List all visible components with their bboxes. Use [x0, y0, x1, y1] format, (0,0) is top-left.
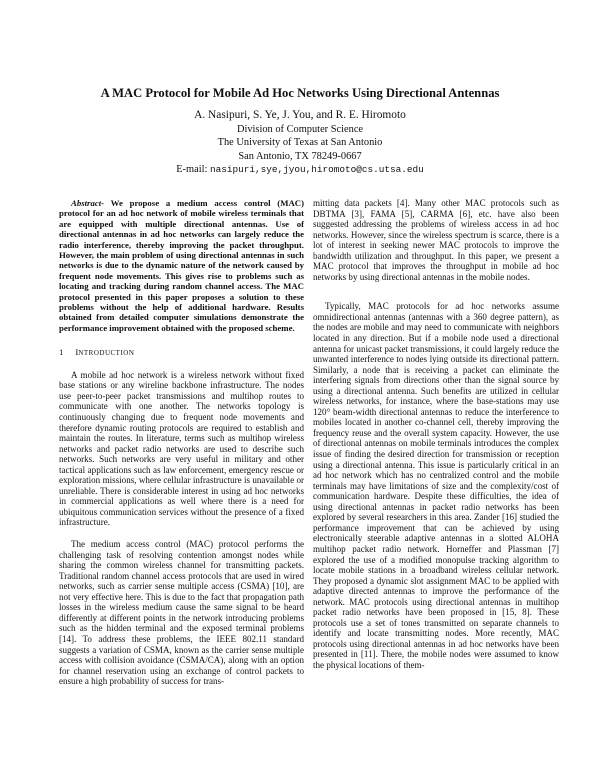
- author-city: San Antonio, TX 78249-0667: [238, 150, 362, 162]
- intro-paragraph-2-continued: mitting data packets [4]. Many other MAC protocols such as DBTMA [3], FAMA [5], CARMA [6], etc. have also been suggested addressing the problems of wireless access in ad hoc networks. However, since the wireless spectrum is scarce, there is a lot of interest in seeking newer MAC protocols to improve the bandwidth utilization and throughput. In this paper, we present a MAC protocol that improves the throughput in mobile ad hoc networks by using directional antennas in the mobile nodes.: [313, 198, 559, 282]
- author-university: The University of Texas at San Antonio: [217, 137, 383, 149]
- abstract-text: We propose a medium access control (MAC) protocol for an ad hoc network of mobile wireless terminals that are equipped with multiple directional antennas. Use of directional antennas in ad hoc networks can largely reduce the radio interference, thereby improving the packet throughput. However, the main problem of using directional antennas in such networks is due to the dynamic nature of the network caused by frequent node movements. This gives rise to problems such as locating and tracking during random channel access. The MAC protocol presented in this paper proposes a solution to these problems without the help of additional hardware. Results obtained from detailed computer simulations demonstrate the performance improvement obtained with the proposed scheme.: [59, 198, 305, 333]
- paragraph-gap: [59, 528, 304, 539]
- right-column: [313, 198, 559, 671]
- paragraph-gap: [313, 282, 559, 301]
- left-column: [59, 198, 304, 687]
- author-email-line: [0, 163, 600, 176]
- author-names: A. Nasipuri, S. Ye, J. You, and R. E. Hiromoto: [194, 109, 406, 121]
- abstract: [59, 198, 304, 333]
- abstract-label: Abstract-: [71, 198, 105, 208]
- email-label: E-mail:: [176, 164, 208, 176]
- intro-paragraph-3: Typically, MAC protocols for ad hoc networks assume omnidirectional antennas (antennas with a 360 degree pattern), as the nodes are mobile and may need to communicate with neighbors located in any direction. But if a mobile node used a directional antenna for unicast packet transmissions, it could largely reduce the unwanted interference to nodes lying outside its directional pattern. Similarly, a node that is receiving a packet can eliminate the interfering signals from directions other than the signal source by using a directional antenna. Such benefits are utilized in cellular wireless networks, for instance, where the base-stations may use 120° beam-width directional antennas to reduce the interference to mobiles located in another co-channel cell, thereby improving the frequency reuse and the overall system capacity. However, the use of directional antennas on mobile terminals introduces the complex issue of finding the desired direction for transmission or reception using a directional antenna. This issue is particularly critical in an ad hoc network which has no centralized control and the mobile terminals may have limitations of size and the complexity/cost of communication hardware. Despite these difficulties, the idea of using directional antennas in packet radio networks has been explored by several researchers in this area. Zander [16] studied the performance improvement that can be achieved by using electronically steerable adaptive antennas in a slotted ALOHA multihop packet radio network. Horneffer and Plassman [7] explored the use of a modified monopulse tracking algorithm to locate mobile stations in a broadband wireless cellular network. They proposed a dynamic slot assignment MAC to be applied with adaptive directed antennas to improve the performance of the network. MAC protocols using directional antennas in multihop packet radio networks have been proposed in [15, 8]. These protocols use a set of tones transmitted on separate channels to identify and locate transmitting nodes. More recently, MAC protocols using directional antennas in ad hoc networks have been presented in [11]. There, the mobile nodes were assumed to know the physical locations of them-: [313, 301, 559, 670]
- section-heading-introduction: [59, 347, 304, 359]
- section-number: 1: [59, 347, 64, 358]
- author-block: [0, 108, 600, 177]
- email-address: nasipuri,sye,jyou,hiromoto@cs.utsa.edu: [209, 164, 424, 176]
- author-department: Division of Computer Science: [236, 124, 364, 135]
- section-title-rest: NTRODUCTION: [78, 349, 135, 358]
- section-title-initial: I: [75, 347, 79, 358]
- intro-paragraph-1: A mobile ad hoc network is a wireless network without fixed base stations or any wireline backbone infrastructure. The nodes use peer-to-peer packet transmissions and multihop routes to communicate with one another. The networks topology is continuously changing due to frequent node movements and therefore dynamic routing protocols are required to establish and maintain the routes. In literature, terms such as multihop wireless networks and packet radio networks are used to describe such networks. Such networks are very useful in military and other tactical applications such as law enforcement, emergency rescue or exploration missions, where cellular infrastructure is unavailable or unreliable. There is considerable interest in using ad hoc networks in commercial applications as well where there is a need for ubiquitous communication services without the presence of a fixed infrastructure.: [59, 369, 304, 528]
- paper-title: A MAC Protocol for Mobile Ad Hoc Networks Using Directional Antennas: [100, 86, 500, 100]
- intro-paragraph-2: The medium access control (MAC) protocol performs the challenging task of resolving contention amongst nodes while sharing the common wireless channel for transmitting packets. Traditional random channel access protocols that are used in wired networks, such as carrier sense multiple access (CSMA) [10], are not very effective here. This is due to the fact that propagation path losses in the wireless medium cause the same signal to be heard differently at different points in the network introducing problems such as the hidden terminal and the exposed terminal problems [14]. To address these problems, the IEEE 802.11 standard suggests a variation of CSMA, known as the carrier sense multiple access with collision avoidance (CSMA/CA), along with an option for channel reservation using an exchange of control packets to ensure a high probability of success for trans-: [59, 539, 304, 687]
